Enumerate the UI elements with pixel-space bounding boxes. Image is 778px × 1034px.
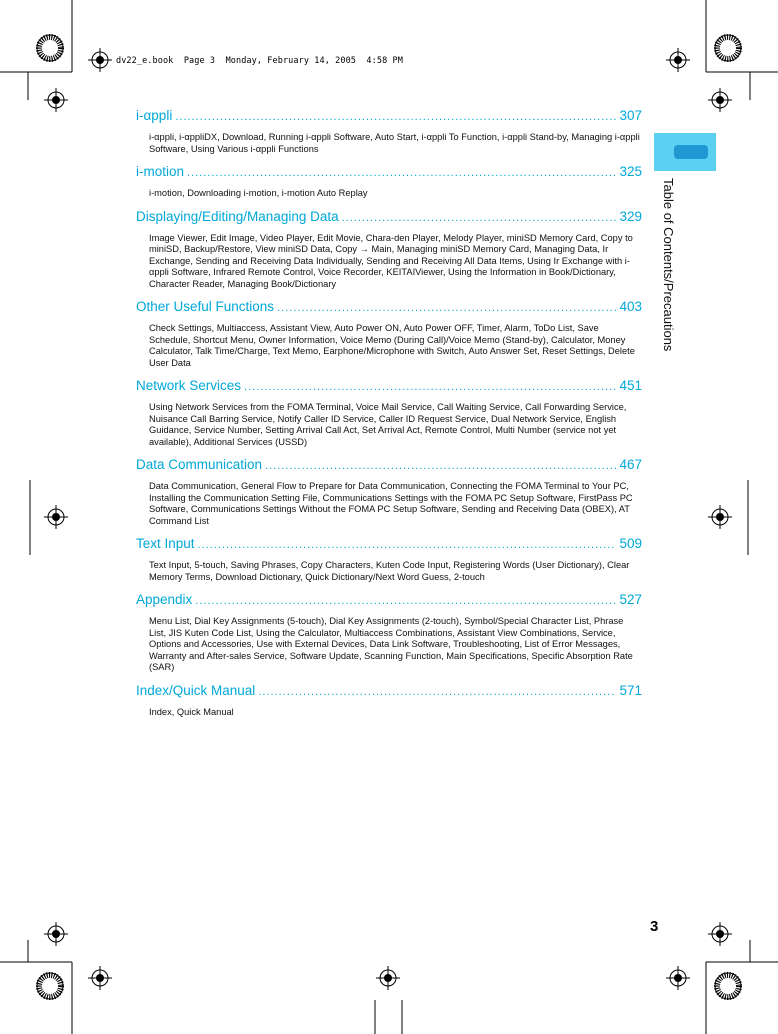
print-header: dv22_e.book Page 3 Monday, February 14, 2005 4:58 PM bbox=[116, 56, 403, 66]
toc-entry-title: Index/Quick Manual bbox=[136, 682, 256, 698]
page-number: 3 bbox=[650, 918, 659, 935]
toc-entry-description: Using Network Services from the FOMA Terminal, Voice Mail Service, Call Waiting Service, Call Forwarding Service, Nuisance Call Barring Service, Notify Caller ID Service, Caller ID Request Service, Dual Network Service, English Guidance, Service Number, Setting Arrival Call Act, Set Arrival Act, Remote Control, Multi Number (service not yet available), Additional Services (USSD) bbox=[149, 402, 627, 447]
dot-leader bbox=[265, 458, 616, 474]
toc-entry-page: 403 bbox=[619, 299, 642, 314]
toc-entry-page: 527 bbox=[619, 592, 642, 607]
toc-entry-heading[interactable] bbox=[136, 378, 642, 394]
toc-entry-title: Text Input bbox=[136, 536, 195, 551]
toc-entry bbox=[136, 108, 642, 155]
toc-entry bbox=[136, 164, 642, 200]
toc-entry-heading[interactable] bbox=[136, 164, 642, 180]
toc-entry-page: 571 bbox=[619, 682, 642, 698]
toc-entry-heading[interactable] bbox=[136, 209, 642, 225]
toc-entry-heading[interactable] bbox=[136, 592, 642, 608]
toc-entry-page: 509 bbox=[619, 536, 642, 551]
toc-entry-description: i-αppli, i-αppliDX, Download, Running i-αppli Software, Auto Start, i-αppli To Function, i-αppli Stand-by, Managing i-αppli Software, Using Various i-αppli Functions bbox=[149, 132, 640, 154]
toc-entry-heading[interactable] bbox=[136, 299, 642, 315]
toc-entry-title: Network Services bbox=[136, 378, 242, 393]
chapter-tab-marker bbox=[674, 145, 708, 159]
toc-entry-title: Other Useful Functions bbox=[136, 299, 275, 314]
toc-entry-page: 329 bbox=[619, 208, 642, 224]
toc-entry-title: Data Communication bbox=[136, 457, 263, 472]
dot-leader bbox=[175, 109, 616, 125]
table-of-contents bbox=[136, 108, 642, 718]
toc-entry-title: i-motion bbox=[136, 164, 185, 179]
toc-entry bbox=[136, 592, 642, 674]
dot-leader bbox=[342, 210, 617, 226]
dot-leader bbox=[277, 300, 616, 316]
toc-entry-page: 307 bbox=[619, 108, 642, 123]
toc-entry-heading[interactable] bbox=[136, 536, 642, 552]
toc-entry-description: i-motion, Downloading i-motion, i-motion Auto Replay bbox=[149, 188, 368, 198]
toc-entry-description: Check Settings, Multiaccess, Assistant View, Auto Power ON, Auto Power OFF, Timer, Alarm, ToDo List, Save Schedule, Shortcut Menu, Owner Information, Voice Memo (During Call)/Voice Memo (Stand-by), Calculator, Money Calculator, Talk Time/Charge, Text Memo, Earphone/Microphone with Switch, Auto Answer Set, Reset Settings, Delete User Data bbox=[149, 323, 635, 368]
toc-entry bbox=[136, 457, 642, 527]
toc-entry-title: Appendix bbox=[136, 592, 193, 607]
toc-entry-title: i-αppli bbox=[136, 108, 173, 123]
toc-entry bbox=[136, 209, 642, 291]
side-section-label: Table of Contents/Precautions bbox=[661, 178, 676, 352]
dot-leader bbox=[198, 537, 617, 553]
toc-entry-page: 325 bbox=[619, 164, 642, 179]
chapter-tab bbox=[654, 133, 716, 171]
dot-leader bbox=[258, 684, 616, 700]
toc-entry-page: 451 bbox=[619, 378, 642, 393]
toc-entry-description: Index, Quick Manual bbox=[149, 706, 234, 717]
toc-entry bbox=[136, 378, 642, 448]
toc-entry-description: Image Viewer, Edit Image, Video Player, Edit Movie, Chara-den Player, Melody Player, miniSD Memory Card, Copy to miniSD, Backup/Restore, View miniSD Data, Copy → Main, Managing miniSD Memory Card, Managing Data, Ir Exchange, Sending and Receiving Data Individually, Sending and Receiving All Data Items, Using Ir Exchange with i-αppli Software, Infrared Remote Control, Voice Recorder, KEITAIViewer, Using the Information in Book/Dictionary, Character Reader, Managing Book/Dictionary bbox=[149, 232, 633, 289]
toc-entry-title: Displaying/Editing/Managing Data bbox=[136, 208, 339, 224]
toc-entry-description: Data Communication, General Flow to Prepare for Data Communication, Connecting the FOMA Terminal to Your PC, Installing the Communication Setting File, Communications Settings with the FOMA PC Setup Software, FirstPass PC Software, Communications Settings Without the FOMA PC Setup Software, Sending and Receiving Data (OBEX), AT Command List bbox=[149, 481, 633, 526]
toc-entry-heading[interactable] bbox=[136, 457, 642, 473]
toc-entry bbox=[136, 683, 642, 719]
toc-entry-description: Text Input, 5-touch, Saving Phrases, Copy Characters, Kuten Code Input, Registering Words (User Dictionary), Clear Memory Terms, Download Dictionary, Quick Dictionary/Next Word Guess, 2-touch bbox=[149, 560, 630, 582]
toc-entry-page: 467 bbox=[619, 457, 642, 472]
toc-entry bbox=[136, 299, 642, 369]
toc-entry-heading[interactable] bbox=[136, 683, 642, 699]
dot-leader bbox=[195, 593, 616, 609]
dot-leader bbox=[244, 379, 616, 395]
dot-leader bbox=[187, 165, 616, 181]
toc-entry-description: Menu List, Dial Key Assignments (5-touch), Dial Key Assignments (2-touch), Symbol/Special Character List, Phrase List, JIS Kuten Code List, Using the Calculator, Multiaccess Combinations, Assistant View Combinations, Service, Options and Accessories, Use with External Devices, Data Link Software, Troubleshooting, List of Error Messages, Warranty and After-sales Service, Software Update, Scanning Function, Main Specifications, Specific Absorption Rate (SAR) bbox=[149, 616, 633, 672]
toc-entry-heading[interactable] bbox=[136, 108, 642, 124]
toc-entry bbox=[136, 536, 642, 583]
